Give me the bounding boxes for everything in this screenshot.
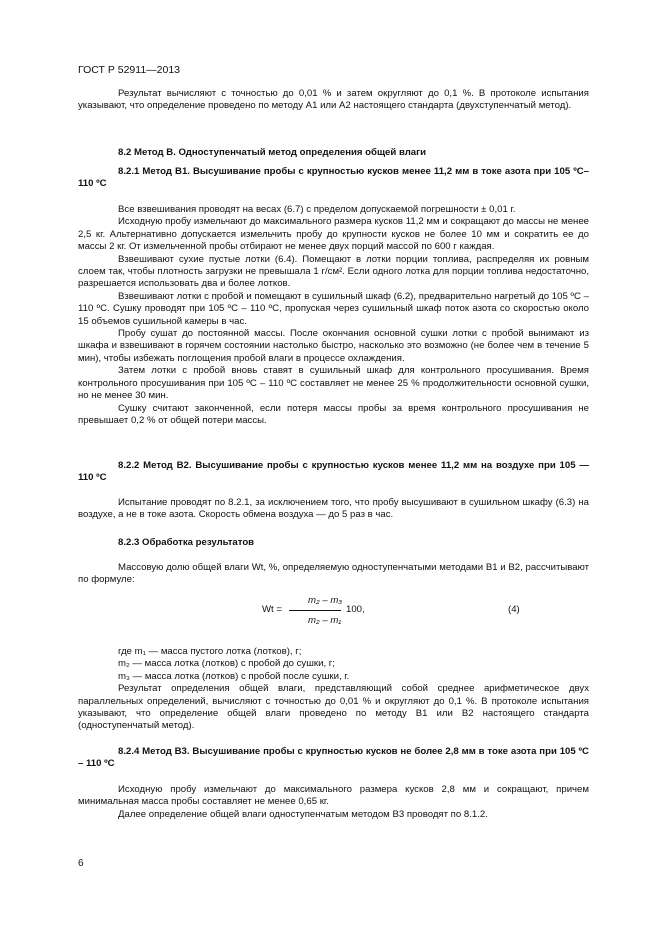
formula-4 xyxy=(262,595,392,635)
formula-legend: где m₁ — масса пустого лотка (лотков), г; m₂ — масса лотка (лотков) с пробой до сушки, г; m₃ — масса лотка (лотков) с пробой после сушки, г. Результат определения общей влаги, представляющий собой среднее арифметическое двух параллельных определений, вычисляют с точностью до 0,01 % и округляют до 0,1 %. В протоколе испытания указывают, что определение общей влаги проведено по методу В1 или В2 настоящего стандарта (одноступенчатый метод). xyxy=(78,646,589,732)
formula-numerator: m₂ – m₃ xyxy=(308,595,343,606)
equation-number: (4) xyxy=(508,604,520,615)
section-8-2-4-body: Исходную пробу измельчают до максимального размера кусков 2,8 мм и сокращают, причем минимальная масса пробы составляет не менее 0,65 кг. Далее определение общей влаги одноступенчатым методом В3 проводят по 8.1.2. xyxy=(78,784,589,820)
section-8-2-1-heading: 8.2.1 Метод В1. Высушивание пробы с крупностью кусков менее 11,2 мм в токе азота при 105 ºС–110 ºС xyxy=(78,166,589,190)
section-8-2-heading: 8.2 Метод В. Одноступенчатый метод определения общей влаги xyxy=(118,147,427,158)
section-8-2-2-heading: 8.2.2 Метод В2. Высушивание пробы с крупностью кусков менее 11,2 мм на воздухе при 105 — 110 ºС xyxy=(78,460,589,484)
section-8-2-2-body: Испытание проводят по 8.2.1, за исключением того, что пробу высушивают в сушильном шкафу (6.3) на воздухе, а не в токе азота. Скорость обмена воздуха — до 5 раз в час. xyxy=(78,497,589,521)
formula-multiplier: 100, xyxy=(346,604,365,615)
formula-denominator: m₂ – m₁ xyxy=(308,615,342,626)
section-8-2-3-heading: 8.2.3 Обработка результатов xyxy=(118,537,255,548)
document-header: ГОСТ Р 52911—2013 xyxy=(78,64,181,76)
section-8-2-3-intro: Массовую долю общей влаги Wt, %, определяемую одноступенчатыми методами В1 и В2, рассчитывают по формуле: xyxy=(78,562,589,586)
result-paragraph: Результат вычисляют с точностью до 0,01 % и затем округляют до 0,1 %. В протоколе испытания указывают, что определение проведено по методу А1 или А2 настоящего стандарта (двухступенчатый метод). xyxy=(78,88,589,112)
page-number: 6 xyxy=(78,858,84,869)
section-8-2-4-heading: 8.2.4 Метод В3. Высушивание пробы с крупностью кусков не более 2,8 мм в токе азота при 105 ºС – 110 ºС xyxy=(78,746,589,770)
fraction-bar xyxy=(289,610,341,611)
formula-lhs: Wt = xyxy=(262,604,282,615)
section-8-2-1-body: Все взвешивания проводят на весах (6.7) с пределом допускаемой погрешности ± 0,01 г. Исходную пробу измельчают до максимального размера кусков 11,2 мм и сокращают до массы не менее 2,5 кг. Альтернативно допускается измельчить пробу до крупности кусков не более 10 мм и сократить ее до массы 2 кг. От измельченной пробы отбирают не менее двух порций массой по 600 г каждая. Взвешивают сухие пустые лотки (6.4). Помещают в лотки порции топлива, распределяя их ровным слоем так, чтобы плотность загрузки не превышала 1 г/см². Если одного лотка для порции топлива недостаточно, разрешается использовать два и более лотков. Взвешивают лотки с пробой и помещают в сушильный шкаф (6.2), предварительно нагретый до 105 ºС – 110 ºС. Сушку проводят при 105 ºС – 110 ºС, пропуская через сушильный шкаф поток азота со скоростью около 15 объемов сушильной камеры в час. Пробу сушат до постоянной массы. После окончания основной сушки лотки с пробой вынимают из шкафа и взвешивают в горячем состоянии настолько быстро, насколько это возможно (не более чем в течение 5 мин), чтобы избежать поглощения пробой влаги в процессе охлаждения. Затем лотки с пробой вновь ставят в сушильный шкаф для контрольного просушивания. Время контрольного просушивания при 105 ºС – 110 ºС составляет не менее 25 % продолжительности основной сушки, но не менее 30 мин. Сушку считают законченной, если потеря массы пробы за время контрольного просушивания не превышает 0,2 % от общей потери массы. xyxy=(78,204,589,426)
